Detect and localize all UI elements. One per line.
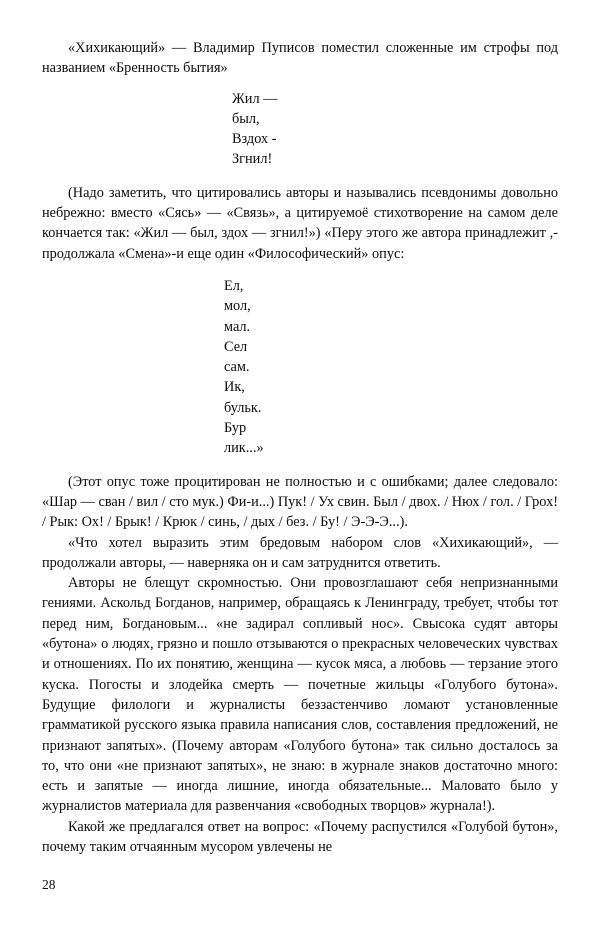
verse-line: Сел: [224, 338, 248, 355]
verse-line: бульк.: [224, 399, 262, 416]
verse-line: Жил —: [232, 90, 278, 107]
verse-block-2: [42, 276, 558, 459]
verse-line: Згнил!: [232, 151, 273, 168]
verse-line: Вздох -: [232, 131, 277, 148]
verse-line: Бур: [224, 420, 247, 437]
paragraph: Какой же предлагался ответ на вопрос: «Почему распустился «Голубой бутон», почему таким отчаянным мусором увлечены не: [42, 818, 558, 855]
paragraph: Авторы не блещут скромностью. Они провозглашают себя непризнанными гениями. Аскольд Богданов, например, обращаясь к Ленинграду, требует, чтобы тот перед ним, Богдановым... «не задирал сопливый нос». Свысока судят авторы «бутона» о людях, грязно и пошло отзываются о прекрасных человеческих чувствах и отношениях. По их понятию, женщина — кусок мяса, а любовь — терзание этого куска. Погосты и злодейка смерть — почетные жильцы «Голубого бутона». Будущие филологи и журналисты беззастенчиво ломают установленные грамматикой русского языка правила написания слов, составления предложений, не признают запятых». (Почему авторам «Голубого бутона» так сильно досталось за то, что они «не признают запятых», не знаю: в журнале знаков достаточно много: есть и запятые — иногда лишние, иногда обязательные... Маловато было у журналистов материала для развенчания «свободных творцов» журнала!).: [42, 575, 558, 815]
verse-line: мол,: [224, 298, 251, 315]
paragraph: (Надо заметить, что цитировались авторы и назывались псевдонимы довольно небрежно: вместо «Сясь» — «Связь», а цитируемоё стихотворение на самом деле кончается так: «Жил — был, здох — згнил!») «Перу этого же автора принадлежит ,-продолжала «Смена»-и еще один «Философический» опус:: [42, 184, 558, 262]
verse-line: мал.: [224, 318, 251, 335]
verse-line: был,: [232, 110, 260, 127]
page-number: 28: [42, 877, 56, 892]
paragraph: «Хихикающий» — Владимир Пуписов поместил сложенные им строфы под названием «Бренность бытия»: [42, 40, 558, 77]
paragraph: (Этот опус тоже процитирован не полностью и с ошибками; далее следовало: «Шар — сван / вил / сто мук.) Фи-и...) Пук! / Ух свин. Был / двох. / Нюх / гол. / Грох! / Рык: Ох! / Брык! / Крюк / синь, / дых / без. / Бу! / Э-Э-Э...).: [42, 473, 558, 531]
verse-block-1: [42, 89, 558, 170]
verse-line: Ел,: [224, 277, 244, 294]
verse-line: Ик,: [224, 379, 245, 396]
verse-line: лик...»: [224, 440, 264, 457]
page-body: [42, 38, 558, 857]
paragraph: «Что хотел выразить этим бредовым набором слов «Хихикающий», — продолжали авторы, — наверняка он и сам затруднится ответить.: [42, 534, 558, 571]
verse-line: сам.: [224, 359, 250, 376]
